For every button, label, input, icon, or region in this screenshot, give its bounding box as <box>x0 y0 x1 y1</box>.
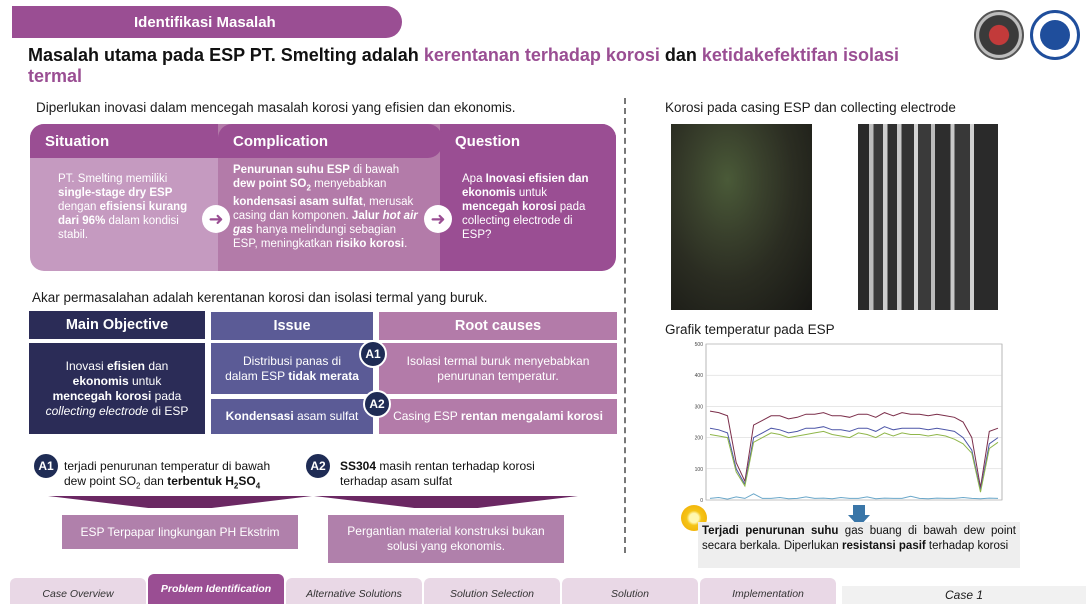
nav-alternative-solutions[interactable]: Alternative Solutions <box>286 578 422 604</box>
note-a1-box: ESP Terpapar lingkungan PH Ekstrim <box>62 515 298 549</box>
note-a2-box: Pergantian material konstruksi bukan solusi yang ekonomis. <box>328 515 564 563</box>
note-a2-text: SS304 masih rentan terhadap korosi terhadap asam sulfat <box>340 459 535 488</box>
chart-y-tick-label: 300 <box>694 404 703 411</box>
chart-series-line-2 <box>710 427 998 491</box>
complication-header: Complication <box>218 124 442 158</box>
chart-plot-area <box>706 344 1002 500</box>
main-objective-text: Inovasi efisien dan ekonomis untuk mencegah korosi pada collecting electrode di ESP <box>29 343 205 434</box>
root-causes-header: Root causes <box>379 312 617 340</box>
nav-problem-identification[interactable]: Problem Identification <box>148 574 284 604</box>
funnel-shape <box>48 496 312 508</box>
question-header: Question <box>440 124 616 158</box>
tree-intro: Akar permasalahan adalah kerentanan korosi dan isolasi termal yang buruk. <box>32 290 488 305</box>
chart-series-line-4 <box>710 494 998 499</box>
temperature-chart <box>680 340 1006 506</box>
main-objective-header: Main Objective <box>29 311 205 339</box>
photo-title: Korosi pada casing ESP dan collecting electrode <box>665 100 956 115</box>
photo-corroded-casing <box>671 124 812 310</box>
chart-y-tick-label: 500 <box>694 342 703 348</box>
chart-title: Grafik temperatur pada ESP <box>665 322 835 337</box>
chart-y-tick-label: 200 <box>694 435 703 442</box>
page-title: Masalah utama pada ESP PT. Smelting adalah kerentanan terhadap korosi dan ketidakefektifan isolasi termal <box>28 45 899 86</box>
case-label: Case 1 <box>842 586 1086 604</box>
issue-row-2: Kondensasi asam sulfat <box>211 399 373 434</box>
chart-conclusion: Terjadi penurunan suhu gas buang di bawah dew point secara berkala. Diperlukan resistansi pasif terhadap korosi <box>698 522 1020 568</box>
nav-solution[interactable]: Solution <box>562 578 698 604</box>
section-tab-label: Identifikasi Masalah <box>134 13 276 31</box>
note-badge-a2: A2 <box>304 452 332 480</box>
situation-text: PT. Smelting memiliki single-stage dry ESP dengan efisiensi kurang dari 96% dalam kondisi stabil. <box>58 173 188 241</box>
chart-series-line-1 <box>710 411 998 487</box>
nav-solution-selection[interactable]: Solution Selection <box>424 578 560 604</box>
company-logo <box>974 10 1024 60</box>
scq-intro: Diperlukan inovasi dalam mencegah masalah korosi yang efisien dan ekonomis. <box>36 100 516 115</box>
chart-y-tick-label: 0 <box>700 498 703 504</box>
complication-text: Penurunan suhu ESP di bawah dew point $SO_2$ menyebabkan kondensasi asam sulfat, merusak casing dan komponen. Jalur hot air gas hanya melindungi sebagian ESP, meningkatkan risiko korosi. <box>233 164 418 251</box>
chart-y-tick-label: 400 <box>694 373 703 380</box>
issue-row-1: Distribusi panas di dalam ESP tidak merata <box>211 343 373 394</box>
arrow-right-icon: ➜ <box>424 205 452 233</box>
question-text: Apa Inovasi efisien dan ekonomis untuk mencegah korosi pada collecting electrode di ESP? <box>462 173 589 241</box>
note-badge-a1: A1 <box>32 452 60 480</box>
bottom-nav <box>10 578 838 604</box>
nav-case-overview[interactable]: Case Overview <box>10 578 146 604</box>
university-logo <box>1030 10 1080 60</box>
root-cause-row-1: Isolasi termal buruk menyebabkan penurunan temperatur. <box>379 343 617 394</box>
arrow-right-icon: ➜ <box>202 205 230 233</box>
issue-header: Issue <box>211 312 373 340</box>
section-tab <box>12 6 402 38</box>
badge-a2: A2 <box>363 390 391 418</box>
situation-header: Situation <box>30 124 240 158</box>
badge-a1: A1 <box>359 340 387 368</box>
photo-collecting-electrode <box>858 124 998 310</box>
root-cause-row-2: Casing ESP rentan mengalami korosi <box>379 399 617 434</box>
dashed-divider <box>624 98 626 553</box>
nav-implementation[interactable]: Implementation <box>700 578 836 604</box>
note-a1-text: terjadi penurunan temperatur di bawah dew point $SO_2$ dan terbentuk $H_2SO_4$ <box>64 459 271 491</box>
funnel-shape <box>314 496 578 508</box>
chart-y-tick-label: 100 <box>694 466 703 473</box>
